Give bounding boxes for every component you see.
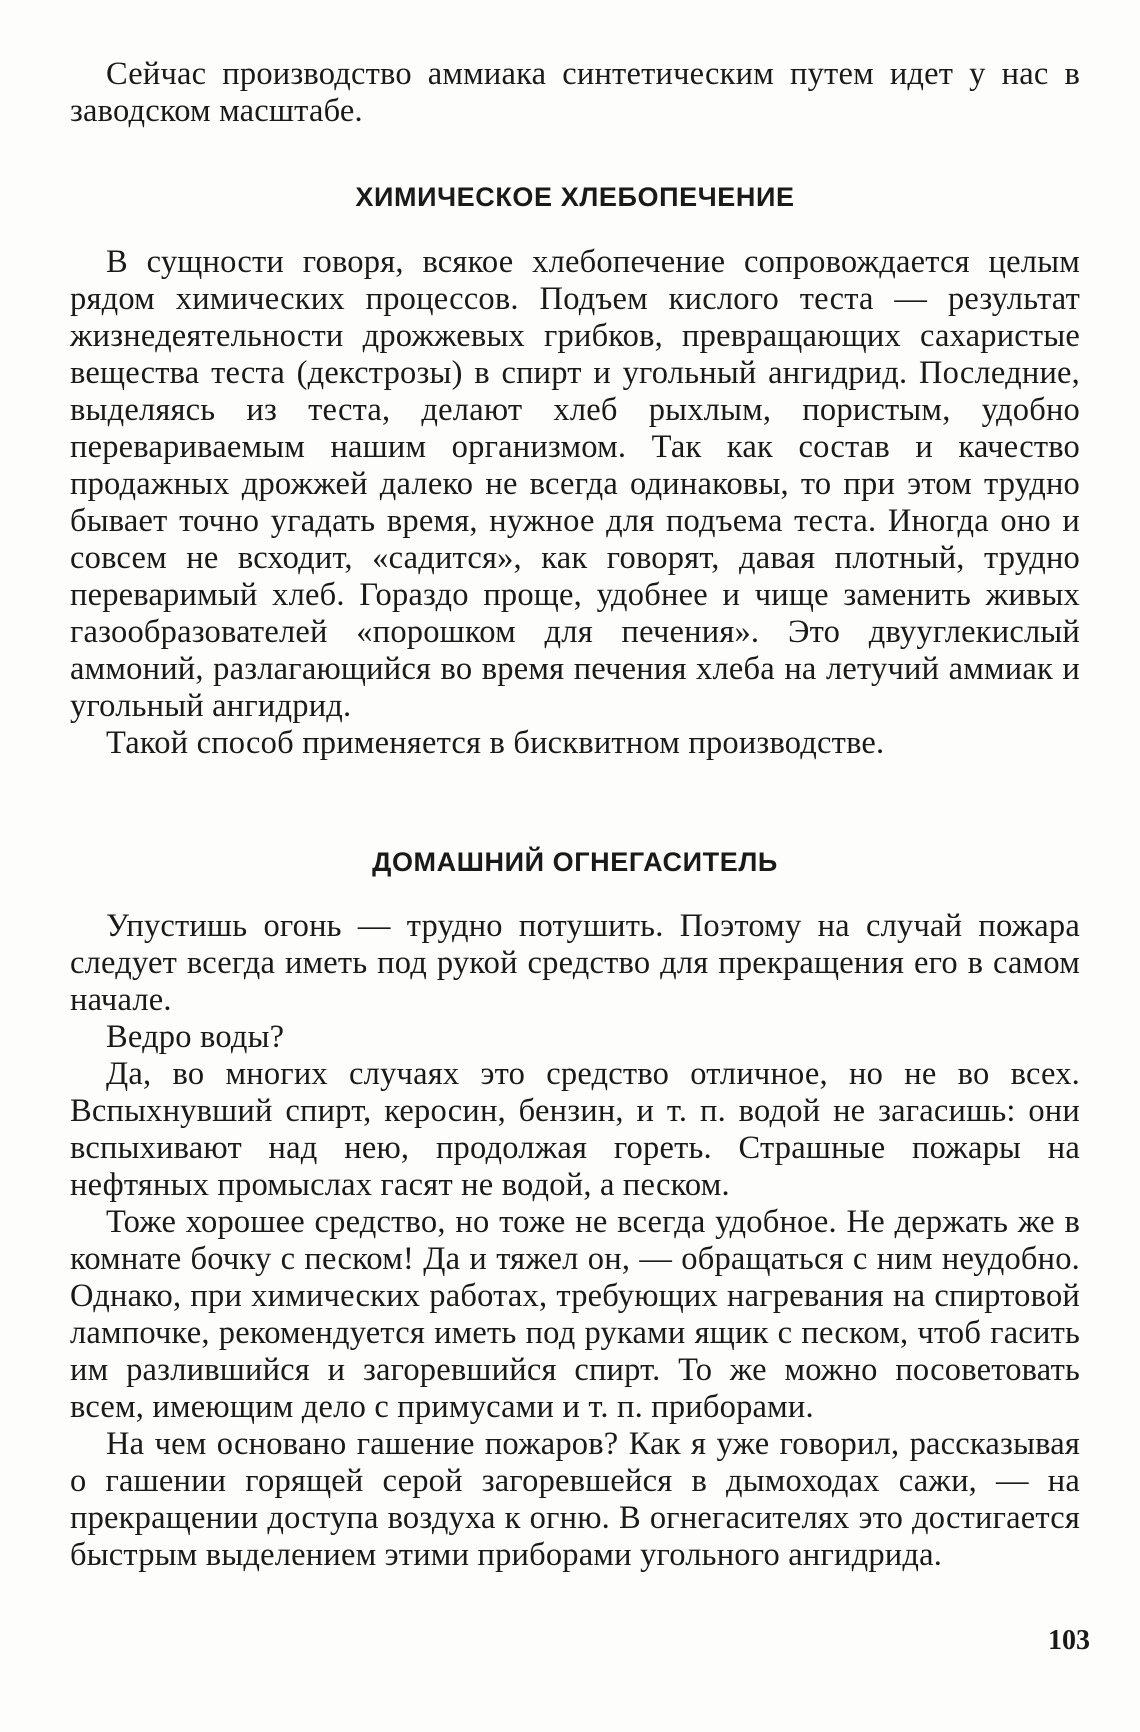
paragraph: На чем основано гашение пожаров? Как я уже говорил, рассказывая о гашении горящей серой загоревшейся в дымоходах сажи, — на прекращении доступа воздуха к огню. В огнегасителях это достигается быстрым выделением этими приборами угольного ангидрида. — [70, 1426, 1080, 1573]
paragraph: Ведро воды? — [106, 1019, 285, 1055]
paragraph: В сущности говоря, всякое хлебопечение сопровождается целым рядом химических процессов. Подъем кислого теста — результат жизнедеятельности дрожжевых грибков, превращающих сахаристые вещества теста (декстрозы) в спирт и угольный ангидрид. Последние, выделяясь из теста, делают хлеб рыхлым, пористым, удобно перевариваемым нашим организмом. Так как состав и качество продажных дрожжей далеко не всегда одинаковы, то при этом трудно бывает точно угадать время, нужное для подъема теста. Иногда оно и совсем не всходит, «садится», как говорят, давая плотный, трудно переваримый хлеб. Гораздо проще, удобнее и чище заменить живых газообразователей «порошком для печения». Это двууглекислый аммоний, разлагающийся во время печения хлеба на летучий аммиак и угольный ангидрид. — [70, 244, 1080, 724]
section-heading-fire-extinguisher: ДОМАШНИЙ ОГНЕГАСИТЕЛЬ — [372, 847, 778, 877]
paragraph: Упустишь огонь — трудно потушить. Поэтому на случай пожара следует всегда иметь под рукой средство для прекращения его в самом начале. — [70, 908, 1080, 1018]
section-body-bread-baking — [70, 244, 1080, 762]
paragraph: Такой способ применяется в бисквитном производстве. — [106, 725, 885, 761]
paragraph: Тоже хорошее средство, но тоже не всегда удобное. Не держать же в комнате бочку с песком! Да и тяжел он, — обращаться с ним неудобно. Однако, при химических работах, требующих нагревания на спиртовой лампочке, рекомендуется иметь под руками ящик с песком, чтоб гасить им разлившийся и загоревшийся спирт. То же можно посоветовать всем, имеющим дело с примусами и т. п. приборами. — [70, 1204, 1080, 1425]
page-number: 103 — [1048, 1625, 1090, 1656]
intro-text — [70, 56, 1080, 130]
section-heading-bread-baking: ХИМИЧЕСКОЕ ХЛЕБОПЕЧЕНИЕ — [355, 182, 795, 212]
intro-paragraph: Сейчас производство аммиака синтетическим путем идет у нас в заводском масштабе. — [70, 56, 1080, 129]
paragraph: Да, во многих случаях это средство отличное, но не во всех. Вспыхнувший спирт, керосин, бензин, и т. п. водой не загасишь: они вспыхивают над нею, продолжая гореть. Страшные пожары на нефтяных промыслах гасят не водой, а песком. — [70, 1056, 1080, 1203]
section-body-fire-extinguisher — [70, 908, 1080, 1574]
